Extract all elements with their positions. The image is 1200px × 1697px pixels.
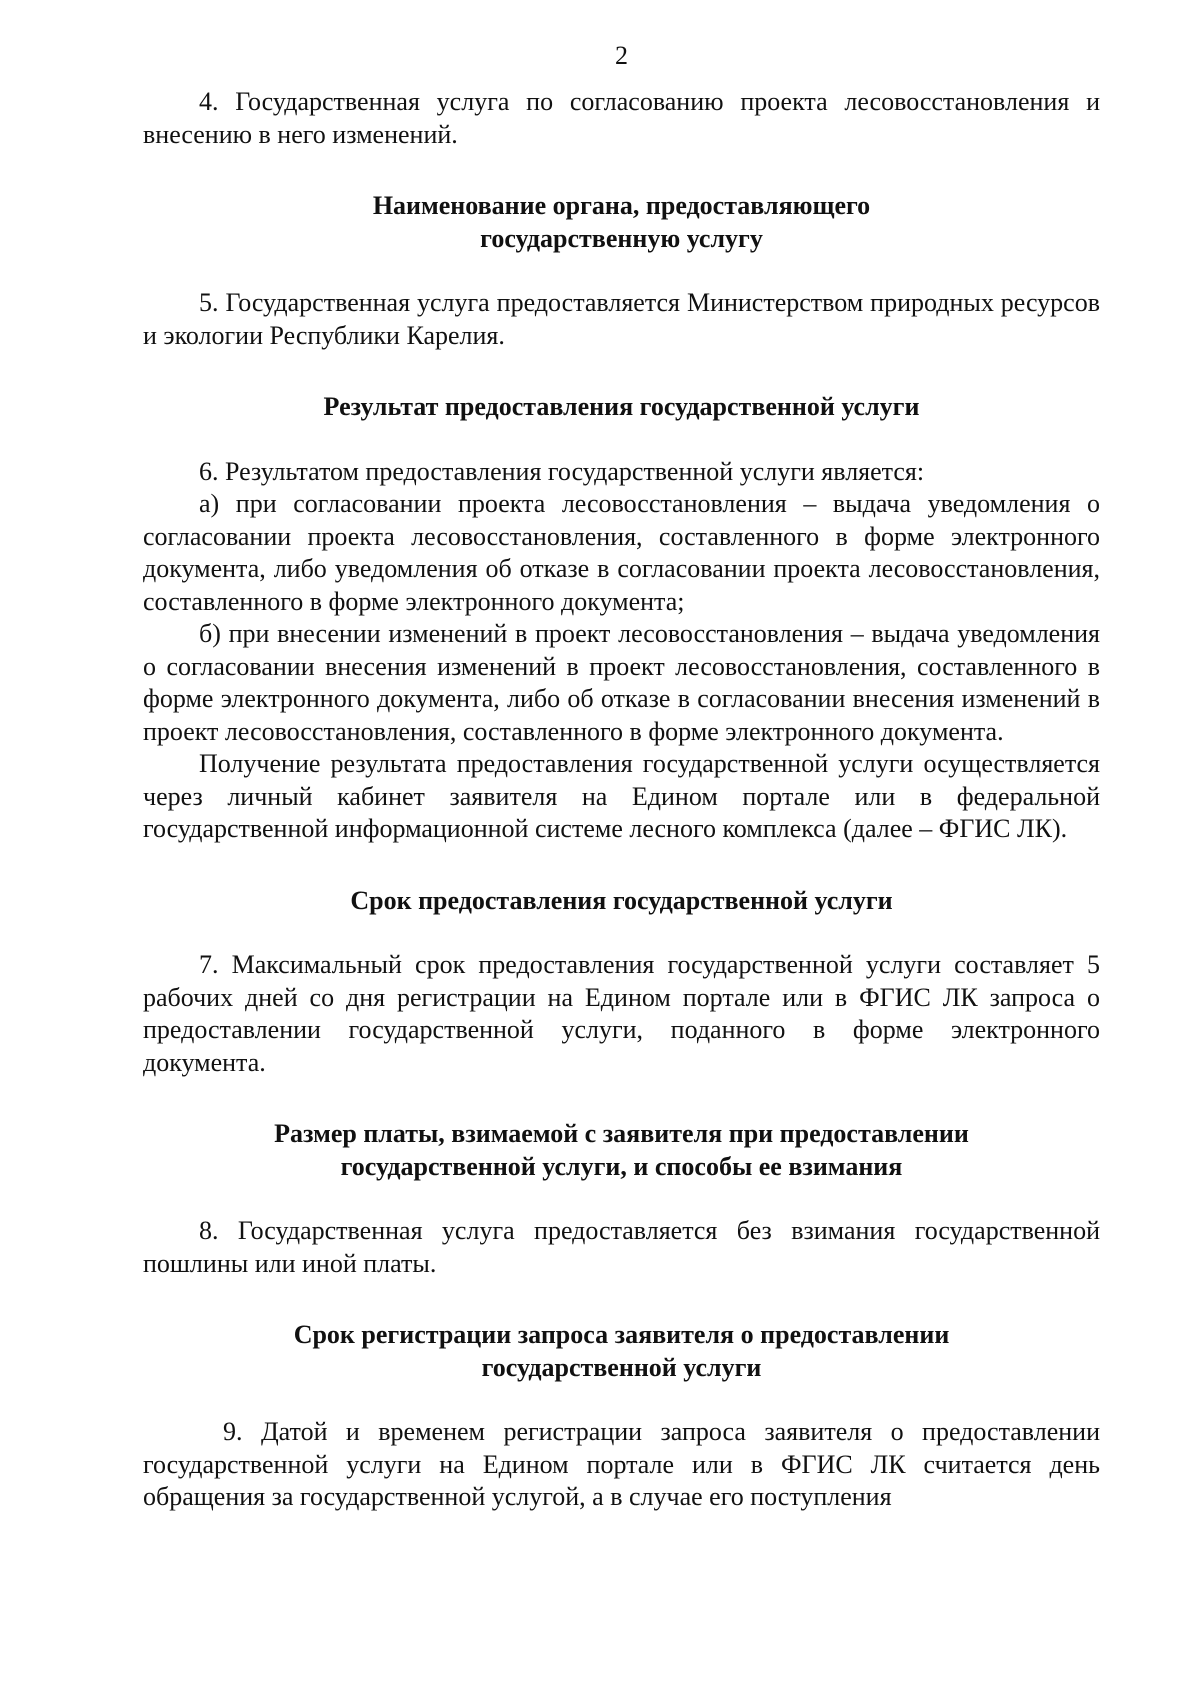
paragraph-item-8: 8. Государственная услуга предоставляется без взимания государственной пошлины или иной платы.: [143, 1216, 1100, 1278]
heading-term-line1: Срок предоставления государственной услуги: [350, 885, 893, 915]
document-page: [143, 40, 1100, 1514]
paragraph-item-6-receipt: Получение результата предоставления государственной услуги осуществляется через личный кабинет заявителя на Едином портале или в федеральной государственной информационной системе лесного комплекса (далее – ФГИС ЛК).: [143, 749, 1100, 843]
heading-organ-line2: государственную услугу: [480, 223, 763, 253]
heading-registration: [143, 1319, 1100, 1384]
heading-fee: [143, 1118, 1100, 1183]
heading-registration-line2: государственной услуги: [481, 1352, 762, 1382]
page-number: 2: [615, 41, 628, 70]
heading-fee-line2: государственной услуги, и способы ее взимания: [340, 1151, 903, 1181]
paragraph-item-6a: а) при согласовании проекта лесовосстановления – выдача уведомления о согласовании проекта лесовосстановления, составленного в форме электронного документа, либо уведомления об отказе в согласовании проекта лесовосстановления, составленного в форме электронного документа;: [143, 489, 1100, 616]
heading-organ-line1: Наименование органа, предоставляющего: [372, 191, 871, 220]
heading-fee-line1: Размер платы, взимаемой с заявителя при предоставлении: [274, 1119, 969, 1148]
paragraph-item-5: 5. Государственная услуга предоставляется Министерством природных ресурсов и экологии Республики Карелия.: [143, 288, 1100, 350]
heading-registration-line1: Срок регистрации запроса заявителя о предоставлении: [293, 1320, 950, 1349]
heading-term: [143, 885, 1100, 918]
heading-organ: [143, 190, 1100, 255]
paragraph-item-6: 6. Результатом предоставления государственной услуги является:: [199, 456, 925, 486]
paragraph-item-7: 7. Максимальный срок предоставления государственной услуги составляет 5 рабочих дней со дня регистрации на Едином портале или в ФГИС ЛК запроса о предоставлении государственной услуги, поданного в форме электронного документа.: [143, 950, 1100, 1077]
paragraph-item-6b: б) при внесении изменений в проект лесовосстановления – выдача уведомления о согласовании внесения изменений в проект лесовосстановления, составленного в форме электронного документа, либо об отказе в согласовании внесения изменений в проект лесовосстановления, составленного в форме электронного документа.: [143, 619, 1100, 746]
heading-result-line1: Результат предоставления государственной услуги: [323, 392, 920, 421]
heading-result: [143, 391, 1100, 424]
paragraph-item-4: 4. Государственная услуга по согласованию проекта лесовосстановления и внесению в него изменений.: [143, 87, 1100, 149]
paragraph-item-9: 9. Датой и временем регистрации запроса заявителя о предоставлении государственной услуги на Едином портале или в ФГИС ЛК считается день обращения за государственной услугой, а в случае его поступления: [143, 1417, 1100, 1511]
